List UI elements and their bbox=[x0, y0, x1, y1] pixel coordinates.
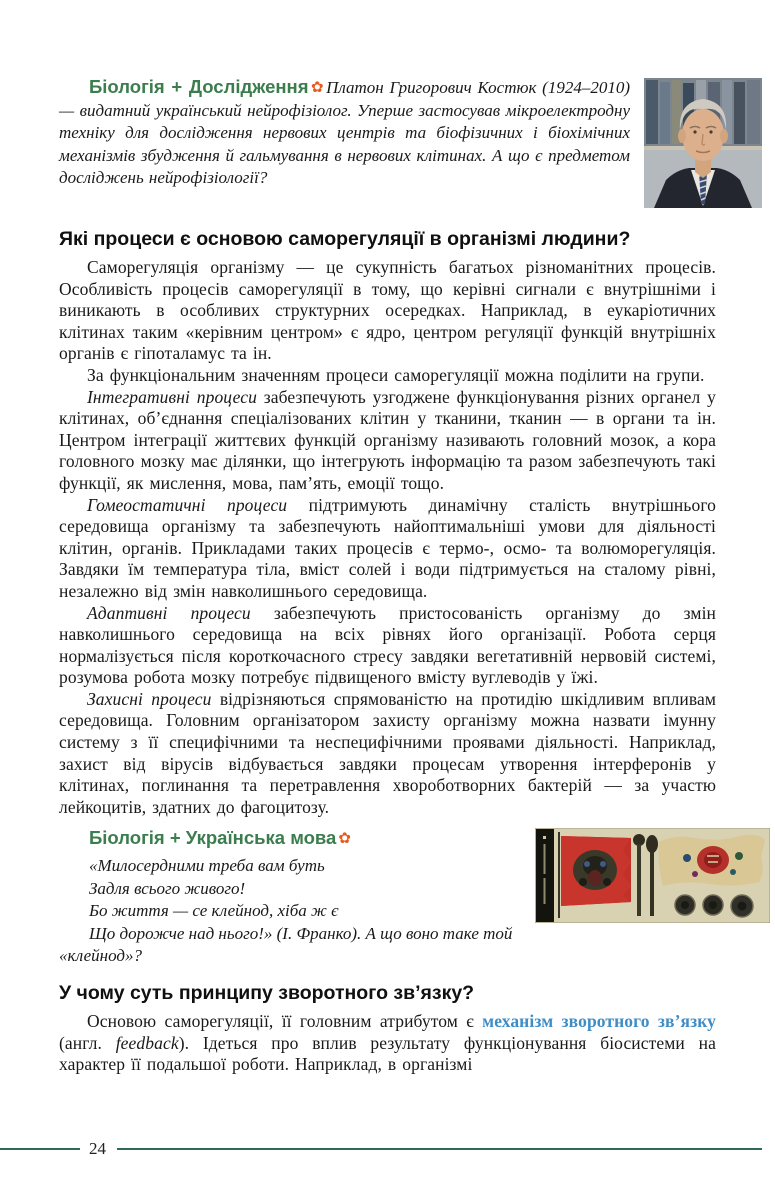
paragraph bbox=[59, 387, 716, 495]
feedback-text-mid: (англ. bbox=[59, 1032, 116, 1053]
poem-line: Задля всього живого! bbox=[89, 878, 246, 898]
paragraph bbox=[59, 257, 716, 365]
flower-icon: ✿ bbox=[338, 831, 351, 848]
footer-rule-right bbox=[117, 1148, 762, 1151]
feedback-text-after: ). Ідеться про вплив результату функціонування біосистеми на характер її подальшої роботи. Наприклад, в організмі bbox=[59, 1032, 716, 1075]
page-footer bbox=[0, 1139, 775, 1159]
paragraph-lead: Захисні процеси bbox=[87, 688, 212, 709]
feedback-text-before: Основою саморегуляції, її головним атрибутом є bbox=[87, 1010, 483, 1031]
paragraph-lead: Адаптивні процеси bbox=[87, 602, 251, 623]
self-regulation-section bbox=[59, 227, 716, 818]
paragraph-text: підтримують динамічну сталість внутрішнього середовища організму та забезпечують найоптимальніші умови для діяльності клітин, органів. Прикладами таких процесів є термо-, осмо- та волюморегуляція. Завдяки їм температура тіла, вміст солей і води підтримується на сталому рівні, незалежно від змін навколишнього середовища. bbox=[59, 494, 717, 601]
paragraph-text: відрізняються спрямованістю на протидію шкідливим впливам середовища. Головним організатором захисту організму можна назвати імунну систему з її специфічними та неспецифічними проявами діяльності. Наприклад, захист від вірусів відбувається завдяки процесам утворення інтерферонів у клітинах, поглинання та перетравлення хвороботворних бактерій — за участю лейкоцитів, здатних до фагоцитозу. bbox=[59, 688, 717, 817]
footer-rule-left bbox=[0, 1148, 80, 1151]
bio-research-section bbox=[59, 76, 716, 214]
paragraph bbox=[59, 603, 716, 689]
section2-heading: У чому суть принципу зворотного зв’язку? bbox=[59, 981, 475, 1004]
section1-heading: Які процеси є основою саморегуляції в організмі людини? bbox=[59, 228, 631, 250]
bio-research-heading: Біологія + Дослідження bbox=[89, 76, 309, 97]
poem-line: «Милосердними треба вам буть bbox=[89, 856, 325, 876]
feedback-term: механізм зворотного зв’язку bbox=[482, 1010, 716, 1031]
cossack-kleinods-image bbox=[535, 828, 770, 923]
paragraph bbox=[59, 495, 716, 603]
poem-line: Бо життя — се клейнод, хіба ж є bbox=[89, 901, 339, 921]
feedback-section bbox=[59, 981, 716, 1076]
bio-research-paragraph bbox=[59, 76, 716, 190]
paragraph-text: Саморегуляція організму — це сукупність багатьох різноманітних процесів. Особливість процесів саморегуляції в тому, що керівні сигнали є внутрішніми і виникають в особливих структурних осередках. Наприклад, в еукаріотичних клітинах таким «керівним центром» є ядро, центром регуляції функцій внутрішніх органів є гіпоталамус та ін. bbox=[59, 257, 716, 364]
bio-language-section bbox=[59, 826, 716, 968]
paragraph-lead: Гомеостатичні процеси bbox=[87, 494, 288, 515]
paragraph-text: За функціональним значенням процеси саморегуляції можна поділити на групи. bbox=[87, 364, 705, 385]
flower-icon: ✿ bbox=[310, 80, 325, 96]
kleinod-photo bbox=[535, 828, 770, 923]
page-number: 24 bbox=[89, 1139, 106, 1158]
portrait-photo bbox=[644, 78, 762, 208]
feedback-paragraph bbox=[59, 1011, 716, 1076]
paragraph-text: забезпечують узгоджене функціонування різних органел у клітинах, об’єднання спеціалізованих клітин у тканини, тканин — в органи та ін. Центром інтеграції життєвих функцій організму називають головний мозок, а кора головного мозку має ділянки, що інтегрують інформацію та разом забезпечують такі функції, як мислення, мова, пам’ять, емоції тощо. bbox=[59, 386, 716, 493]
paragraph-lead: Інтегративні процеси bbox=[87, 386, 257, 407]
paragraph bbox=[59, 689, 716, 819]
bio-research-text: Платон Григорович Костюк (1924–2010) — видатний український нейрофізіолог. Уперше застосував мікроелектродну техніку для дослідження нервових центрів та біофізичних і біохімічних механізмів збудження й гальмування в нервових клітинах. А що є предметом досліджень нейрофізіології? bbox=[59, 78, 631, 187]
scientist-portrait-image bbox=[644, 78, 762, 208]
bio-language-heading: Біологія + Українська мова bbox=[89, 827, 337, 849]
paragraph-text: забезпечують пристосованість організму до змін навколишнього середовища на всіх рівнях його організації. Робота серця нормалізується після короткочасного стресу завдяки вегетативній нервовій системі, розумова робота мозку потребує підвищеного вмісту вуглеводів у їжі. bbox=[59, 602, 716, 688]
paragraph bbox=[59, 365, 716, 387]
feedback-foreign-word: feedback bbox=[115, 1032, 179, 1053]
poem-line: Що дорожче над нього!» (І. Франко). А що воно таке той «клейнод»? bbox=[59, 923, 513, 966]
